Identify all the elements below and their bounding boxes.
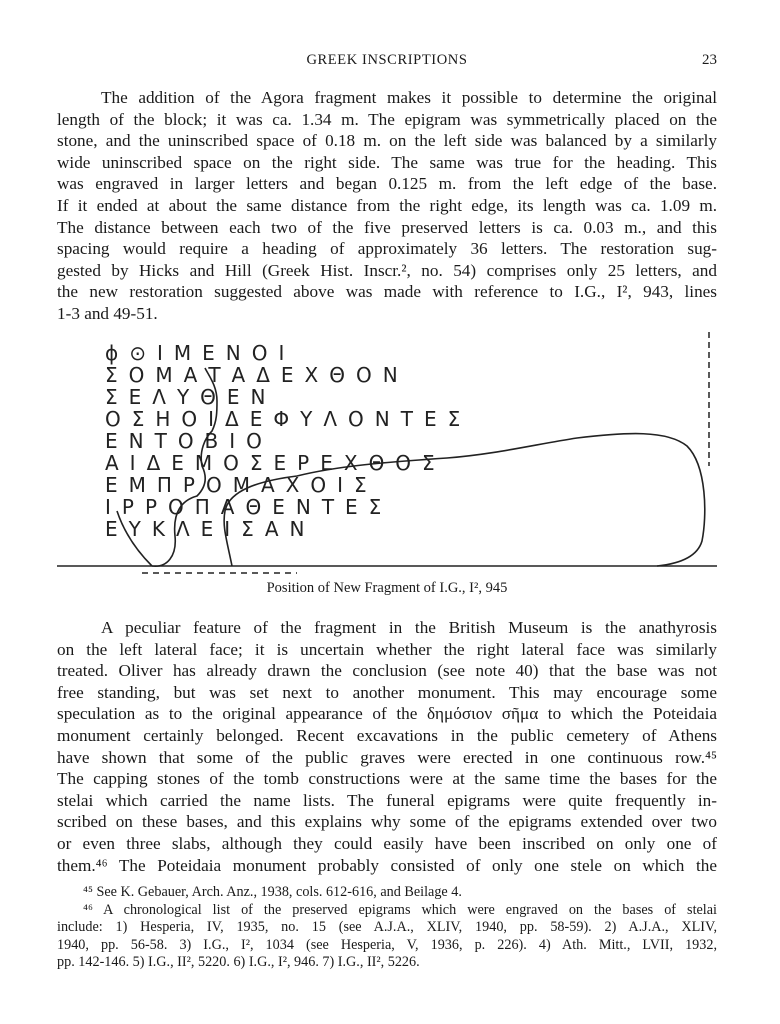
paragraph-line: stelai which carried the name lists. The funeral epigrams were quite frequently in- xyxy=(57,790,717,810)
paragraph-line: the new restoration suggested above was made with reference to I.G., I², 943, lines xyxy=(57,282,717,302)
inscription-line: ΣΕΛΥΘΕΝ xyxy=(105,385,277,409)
inscription-line: ΕΥΚΛΕΙΣΑΝ xyxy=(105,517,316,541)
paragraph-line: treated. Oliver has already drawn the conclusion (see note 40) that the base was not xyxy=(57,661,717,681)
paragraph-line: stone, and the uninscribed space of 0.18 m. on the left side was balanced by a similarly xyxy=(57,131,717,151)
paragraph-line: The capping stones of the tomb constructions were at the same time the bases for the xyxy=(57,769,717,789)
page-number: 23 xyxy=(702,52,717,68)
footnote-line: include: 1) Hesperia, IV, 1935, no. 15 (see A.J.A., XLIV, 1940, pp. 58-59). 2) A.J.A., XLIV, xyxy=(57,919,717,936)
inscription-lines xyxy=(105,341,471,541)
paragraph-2 xyxy=(57,617,717,876)
paragraph-line: The distance between each two of the five preserved letters is ca. 0.03 m., and this xyxy=(57,217,717,237)
paragraph-line: on the left lateral face; it is uncertain whether the right lateral face was similarly xyxy=(57,639,717,659)
footnotes xyxy=(57,884,717,972)
inscription-line: ΙΡΡΟΠΑΘΕΝΤΕΣ xyxy=(105,495,393,519)
paragraph-line: spacing would require a heading of approximately 36 letters. The restoration sug- xyxy=(57,239,717,259)
paragraph-line: or even three slabs, although they could easily have been inscribed on only one of xyxy=(57,833,717,853)
paragraph-line: monument certainly belonged. Recent excavations in the public cemetery of Athens xyxy=(57,725,717,745)
paragraph-line: have shown that some of the public graves were erected in one continuous row.⁴⁵ xyxy=(57,747,717,767)
paragraph-line: speculation as to the original appearance of the δημόσιον σῆμα to which the Poteidaia xyxy=(57,704,717,724)
paragraph-line: 1-3 and 49-51. xyxy=(57,303,158,323)
inscription-line: ΑΙΔΕΜΟΣΕΡΕΧΘΟΣ xyxy=(105,451,446,475)
footnote-line: 1940, pp. 56-58. 3) I.G., I², 1034 (see Hesperia, V, 1936, p. 226). 4) Ath. Mitt., LVII, 1932, xyxy=(57,936,717,953)
footnote-line: pp. 142-146. 5) I.G., II², 5220. 6) I.G., I², 946. 7) I.G., II², 5226. xyxy=(57,954,420,971)
figure-caption: Position of New Fragment of I.G., I², 945 xyxy=(266,580,508,596)
paragraph-line: was engraved in larger letters and began 0.125 m. from the left edge of the base. xyxy=(57,174,717,194)
running-head xyxy=(57,52,717,74)
paragraph-line: wide uninscribed space on the right side. The same was true for the heading. This xyxy=(57,152,717,172)
inscription-line: ΕΜΠΡΟΜΑΧΟΙΣ xyxy=(105,473,378,497)
running-head-title: GREEK INSCRIPTIONS xyxy=(306,52,468,68)
inscription-figure xyxy=(57,326,717,582)
inscription-line: ΟΣΗΟΙΔΕΦΥΛΟΝΤΕΣ xyxy=(105,407,472,431)
inscription-line: ΕΝΤΟΒΙΟ xyxy=(105,429,273,453)
paragraph-line: If it ended at about the same distance from the right edge, its length was ca. 1.09 m. xyxy=(57,195,717,215)
footnote-45: ⁴⁵ See K. Gebauer, Arch. Anz., 1938, cols. 612-616, and Beilage 4. xyxy=(83,884,462,900)
inscription-line: ΣΟΜΑΤΑΔΕΧΘΟΝ xyxy=(105,363,409,387)
paragraph-line: scribed on these bases, and this explains why some of the epigrams extended over two xyxy=(57,812,717,832)
inscription-line: ϕ⊙ΙΜΕΝΟΙ xyxy=(105,341,296,365)
paragraph-line: The addition of the Agora fragment makes it possible to determine the original xyxy=(101,88,717,107)
paragraph-line: gested by Hicks and Hill (Greek Hist. Inscr.², no. 54) comprises only 25 letters, and xyxy=(57,260,717,280)
paragraph-line: free standing, but was set next to another monument. This may encourage some xyxy=(57,682,717,702)
footnote-46: ⁴⁶ A chronological list of the preserved epigrams which were engraved on the bases of stelai xyxy=(83,901,717,918)
paragraph-line: A peculiar feature of the fragment in the British Museum is the anathyrosis xyxy=(101,618,717,637)
paragraph-1 xyxy=(57,87,717,325)
paragraph-line: them.⁴⁶ The Poteidaia monument probably consisted of only one stele on which the xyxy=(57,855,717,875)
paragraph-line: length of the block; it was ca. 1.34 m. The epigram was symmetrically placed on the xyxy=(57,109,717,129)
